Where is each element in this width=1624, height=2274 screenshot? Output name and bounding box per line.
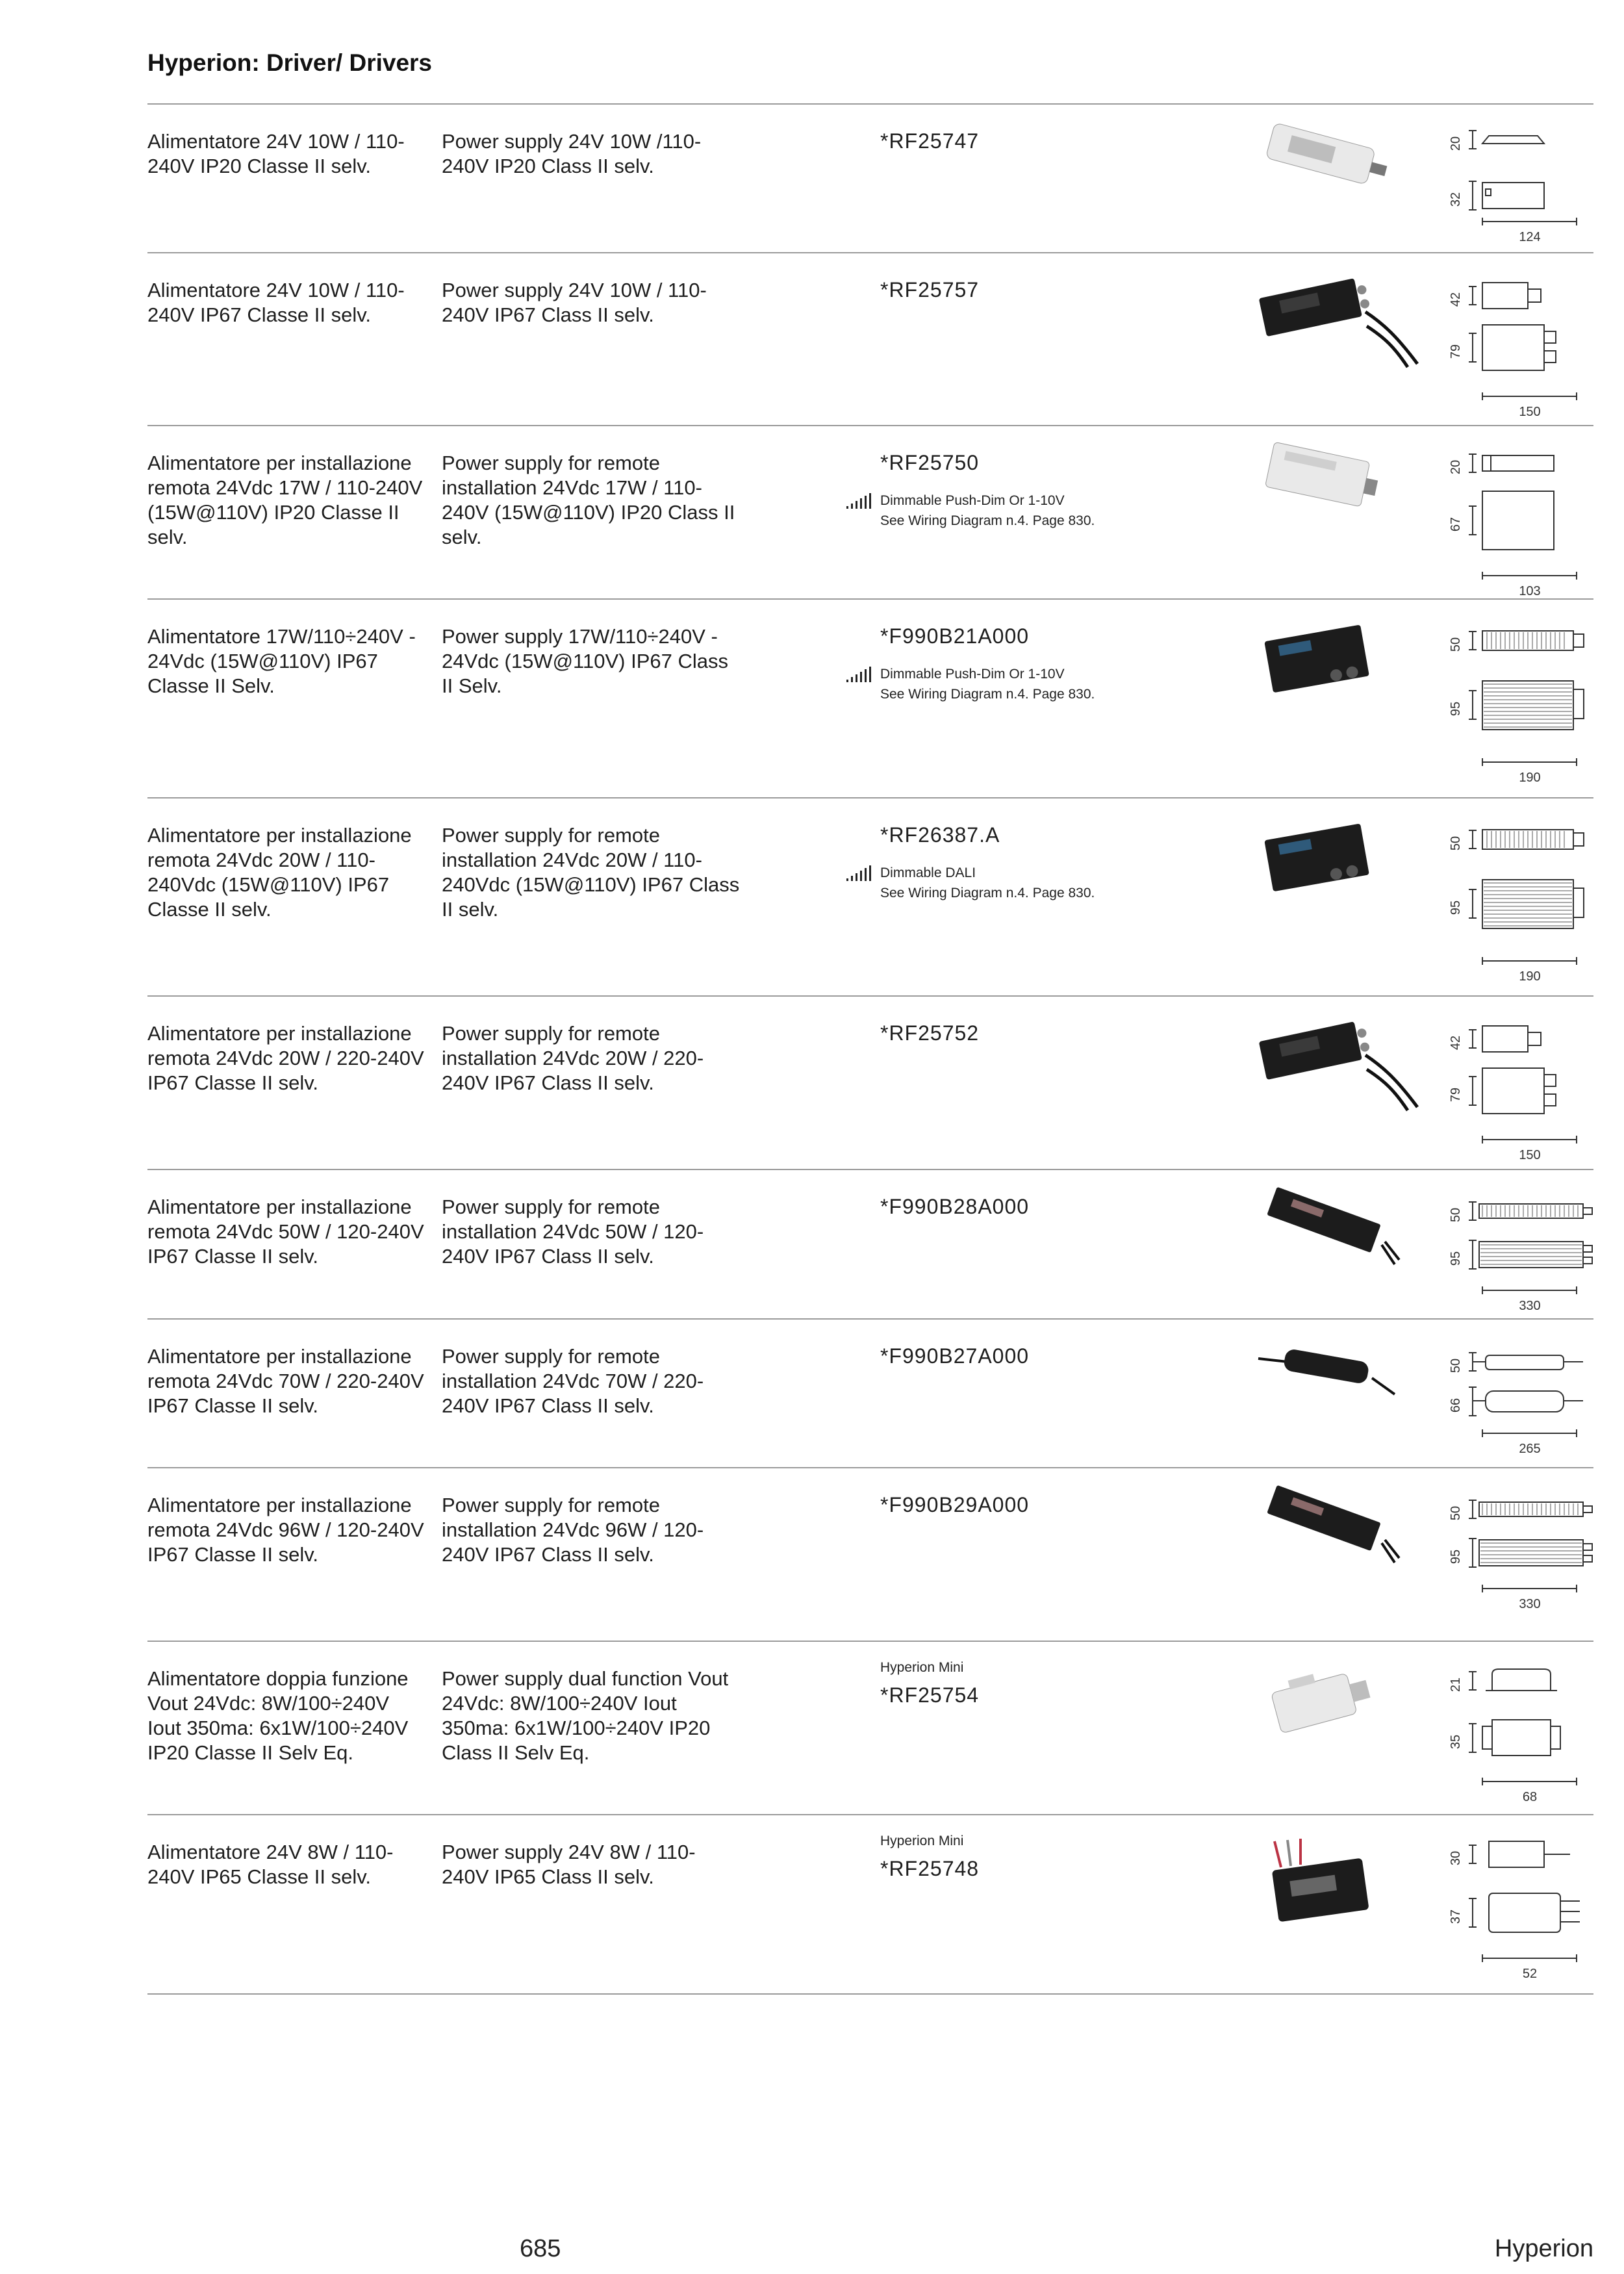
dimension-drawing: [1447, 118, 1616, 248]
dimmable-icon: [846, 493, 875, 509]
table-row: [147, 1815, 1593, 1995]
dimming-type: Dimmable DALI: [880, 865, 976, 880]
technical-drawing: [1447, 1481, 1624, 1618]
dimension-label: 95: [1449, 701, 1463, 717]
dimension-label: 330: [1519, 1299, 1541, 1313]
dimming-info: [880, 664, 1270, 704]
technical-drawing: [1447, 439, 1624, 605]
dimension-drawing: [1447, 1655, 1616, 1808]
dimension-drawing: [1447, 266, 1616, 422]
description-italian: Alimentatore 24V 10W / 110-240V IP67 Classe II selv.: [147, 279, 405, 326]
table-row: [147, 1320, 1593, 1468]
dimming-info: [880, 491, 1270, 531]
dimming-info: [880, 863, 1270, 903]
page-title: Hyperion: Driver/ Drivers: [147, 49, 433, 76]
description-italian: Alimentatore per installazione remota 24Vdc 20W / 220-240V IP67 Classe II selv.: [147, 1022, 424, 1094]
dimension-label: 52: [1522, 1967, 1538, 1981]
description-italian: Alimentatore per installazione remota 24Vdc 50W / 120-240V IP67 Classe II selv.: [147, 1195, 424, 1268]
dimension-drawing: [1447, 1183, 1616, 1316]
description-italian: Alimentatore 24V 10W / 110-240V IP20 Classe II selv.: [147, 130, 405, 177]
dimension-label: 42: [1449, 1035, 1463, 1051]
product-code-cell: [880, 1833, 1270, 1881]
dimension-label: 330: [1519, 1597, 1541, 1611]
product-code: *RF25748: [880, 1857, 980, 1880]
technical-drawing: [1447, 1828, 1624, 1987]
product-code-cell: [880, 1493, 1270, 1517]
product-code: *RF25752: [880, 1021, 980, 1045]
product-code: *RF25747: [880, 129, 980, 153]
dimension-label: 79: [1449, 344, 1463, 359]
description-italian: Alimentatore per installazione remota 24Vdc 96W / 120-240V IP67 Classe II selv.: [147, 1494, 424, 1566]
product-code-cell: [880, 624, 1270, 704]
dimmable-icon: [846, 865, 875, 881]
dimension-drawing: [1447, 811, 1616, 987]
product-code-cell: [880, 823, 1270, 903]
product-code: *F990B29A000: [880, 1493, 1030, 1516]
product-code: *F990B27A000: [880, 1344, 1030, 1368]
description-english: Power supply for remote installation 24Vdc 20W / 220-240V IP67 Class II selv.: [442, 1022, 704, 1094]
dimension-drawing: [1447, 1010, 1616, 1166]
table-row: [147, 997, 1593, 1170]
dimension-label: 66: [1449, 1398, 1463, 1413]
dimension-label: 150: [1519, 405, 1541, 419]
description-english: Power supply for remote installation 24Vdc 17W / 110-240V (15W@110V) IP20 Class II selv.: [442, 452, 735, 548]
product-code: *RF26387.A: [880, 823, 1000, 847]
table-row: [147, 253, 1593, 426]
dimension-label: 21: [1449, 1677, 1463, 1693]
dimension-label: 68: [1522, 1790, 1538, 1804]
description-italian: Alimentatore per installazione remota 24Vdc 17W / 110-240V (15W@110V) IP20 Classe II selv.: [147, 452, 423, 548]
footer-brand: Hyperion: [1494, 2235, 1593, 2262]
description-english: Power supply for remote installation 24Vdc 20W / 110-240Vdc (15W@110V) IP67 Class II selv.: [442, 824, 740, 921]
description-english: Power supply for remote installation 24Vdc 50W / 120-240V IP67 Class II selv.: [442, 1195, 704, 1268]
dimension-label: 190: [1519, 771, 1541, 785]
product-code: *RF25757: [880, 278, 980, 301]
technical-drawing: [1447, 266, 1624, 426]
dimension-drawing: [1447, 613, 1616, 788]
dimension-label: 42: [1449, 292, 1463, 307]
dimension-label: 50: [1449, 1358, 1463, 1373]
description-english: Power supply 17W/110÷240V - 24Vdc (15W@110V) IP67 Class II Selv.: [442, 625, 728, 697]
technical-drawing: [1447, 1655, 1624, 1811]
description-english: Power supply 24V 10W /110-240V IP20 Class II selv.: [442, 130, 702, 177]
description-italian: Alimentatore per installazione remota 24Vdc 70W / 220-240V IP67 Classe II selv.: [147, 1345, 424, 1417]
dimension-label: 50: [1449, 1207, 1463, 1223]
technical-drawing: [1447, 118, 1624, 251]
dimension-label: 79: [1449, 1087, 1463, 1103]
dimension-drawing: [1447, 1481, 1616, 1615]
description-english: Power supply dual function Vout 24Vdc: 8W/100÷240V Iout 350ma: 6x1W/100÷240V IP20 Class II Selv Eq.: [442, 1667, 729, 1764]
dimension-label: 95: [1449, 1549, 1463, 1565]
page-number: 685: [520, 2235, 561, 2262]
product-code-cell: [880, 129, 1270, 153]
product-code-cell: [880, 451, 1270, 531]
product-code: *F990B21A000: [880, 624, 1030, 648]
dimming-type: Dimmable Push-Dim Or 1-10V: [880, 493, 1065, 508]
table-row: [147, 798, 1593, 997]
table-row: [147, 105, 1593, 253]
dimension-label: 20: [1449, 136, 1463, 151]
wiring-reference: See Wiring Diagram n.4. Page 830.: [880, 886, 1095, 901]
product-code-cell: [880, 278, 1270, 302]
description-english: Power supply for remote installation 24Vdc 96W / 120-240V IP67 Class II selv.: [442, 1494, 704, 1566]
dimension-label: 95: [1449, 900, 1463, 915]
dimension-label: 37: [1449, 1909, 1463, 1924]
dimension-label: 50: [1449, 637, 1463, 652]
technical-drawing: [1447, 1183, 1624, 1320]
dimming-type: Dimmable Push-Dim Or 1-10V: [880, 667, 1065, 682]
description-italian: Alimentatore per installazione remota 24Vdc 20W / 110-240Vdc (15W@110V) IP67 Classe II selv.: [147, 824, 412, 921]
dimension-label: 190: [1519, 969, 1541, 984]
dimension-label: 265: [1519, 1442, 1541, 1456]
technical-drawing: [1447, 613, 1624, 791]
dimension-drawing: [1447, 1333, 1616, 1459]
dimension-label: 95: [1449, 1251, 1463, 1266]
technical-drawing: [1447, 1333, 1624, 1463]
product-code: *F990B28A000: [880, 1195, 1030, 1218]
product-family: Hyperion Mini: [880, 1833, 964, 1848]
dimension-label: 35: [1449, 1734, 1463, 1750]
dimension-label: 103: [1519, 584, 1541, 598]
table-row: [147, 1468, 1593, 1642]
wiring-reference: See Wiring Diagram n.4. Page 830.: [880, 513, 1095, 528]
description-english: Power supply for remote installation 24Vdc 70W / 220-240V IP67 Class II selv.: [442, 1345, 704, 1417]
description-italian: Alimentatore doppia funzione Vout 24Vdc: 8W/100÷240V Iout 350ma: 6x1W/100÷240V IP20 Classe II Selv Eq.: [147, 1667, 409, 1764]
dimmable-icon: [846, 667, 875, 682]
product-family: Hyperion Mini: [880, 1660, 964, 1675]
technical-drawing: [1447, 1010, 1624, 1169]
description-italian: Alimentatore 24V 8W / 110-240V IP65 Classe II selv.: [147, 1841, 394, 1888]
dimension-drawing: [1447, 439, 1616, 602]
description-italian: Alimentatore 17W/110÷240V - 24Vdc (15W@110V) IP67 Classe II Selv.: [147, 625, 416, 697]
description-english: Power supply 24V 10W / 110-240V IP67 Class II selv.: [442, 279, 707, 326]
description-english: Power supply 24V 8W / 110-240V IP65 Class II selv.: [442, 1841, 696, 1888]
product-code: *RF25754: [880, 1683, 980, 1707]
table-row: [147, 1642, 1593, 1815]
dimension-drawing: [1447, 1828, 1616, 1984]
row-divider: [147, 1993, 1593, 1995]
table-row: [147, 426, 1593, 600]
dimension-label: 32: [1449, 192, 1463, 207]
product-code-cell: [880, 1195, 1270, 1219]
dimension-label: 50: [1449, 836, 1463, 851]
product-code-cell: [880, 1021, 1270, 1045]
technical-drawing: [1447, 811, 1624, 990]
dimension-label: 30: [1449, 1850, 1463, 1866]
dimension-label: 150: [1519, 1148, 1541, 1162]
product-code-cell: [880, 1344, 1270, 1368]
product-code: *RF25750: [880, 451, 980, 474]
dimension-label: 67: [1449, 517, 1463, 532]
product-code-cell: [880, 1660, 1270, 1707]
wiring-reference: See Wiring Diagram n.4. Page 830.: [880, 687, 1095, 702]
dimension-label: 20: [1449, 459, 1463, 475]
dimension-label: 50: [1449, 1505, 1463, 1521]
table-row: [147, 1170, 1593, 1320]
table-row: [147, 600, 1593, 798]
dimension-label: 124: [1519, 230, 1541, 244]
